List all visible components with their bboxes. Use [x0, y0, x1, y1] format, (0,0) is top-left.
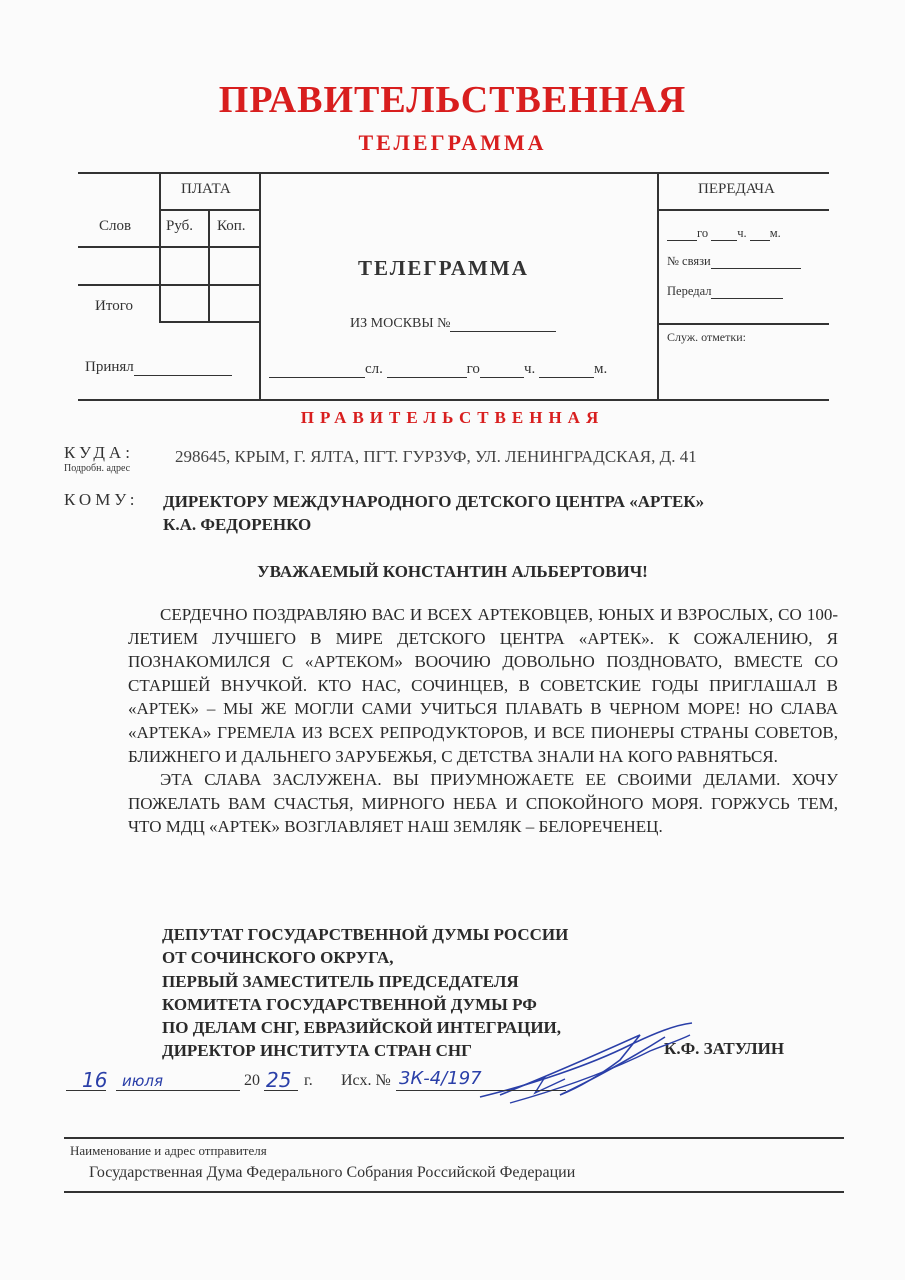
signature-line: ДИРЕКТОР ИНСТИТУТА СТРАН СНГ [162, 1041, 472, 1061]
document-title: ПРАВИТЕЛЬСТВЕННАЯ [218, 79, 687, 121]
sender-label: Наименование и адрес отправителя [70, 1143, 267, 1158]
itogo-label: Итого [95, 298, 133, 314]
rub-label: Руб. [166, 218, 194, 234]
komu-label: КОМУ: [64, 490, 139, 509]
prinyal-label: Принял [85, 359, 134, 375]
sluzh-label: Служ. отметки: [667, 330, 746, 344]
center-telegram-title: ТЕЛЕГРАММА [358, 256, 529, 280]
greeting: УВАЖАЕМЫЙ КОНСТАНТИН АЛЬБЕРТОВИЧ! [257, 562, 648, 581]
signature-line: КОМИТЕТА ГОСУДАРСТВЕННОЙ ДУМЫ РФ [162, 994, 537, 1014]
m-label: м. [593, 361, 608, 377]
dateline [66, 1068, 666, 1100]
year-suffix: 25 [266, 1068, 292, 1092]
svyazi-field [667, 254, 801, 269]
kuda-value: 298645, КРЫМ, Г. ЯЛТА, ПГТ. ГУРЗУФ, УЛ. ЛЕНИНГРАДСКАЯ, Д. 41 [175, 447, 697, 466]
ish-label: Исх. № [341, 1072, 391, 1089]
document-subtitle: ТЕЛЕГРАММА [358, 130, 547, 155]
peredacha-label: ПЕРЕДАЧА [698, 181, 775, 197]
peredal-field [667, 284, 783, 299]
category-label: ПРАВИТЕЛЬСТВЕННАЯ [300, 408, 605, 427]
komu-line-1: ДИРЕКТОРУ МЕЖДУНАРОДНОГО ДЕТСКОГО ЦЕНТРА «АРТЕК» [163, 492, 705, 511]
signature-line: ПЕРВЫЙ ЗАМЕСТИТЕЛЬ ПРЕДСЕДАТЕЛЯ [162, 971, 519, 991]
body-paragraph-1: СЕРДЕЧНО ПОЗДРАВЛЯЮ ВАС И ВСЕХ АРТЕКОВЦЕВ, ЮНЫХ И ВЗРОСЛЫХ, СО 100-ЛЕТИЕМ ЛУЧШЕГО В МИРЕ ДЕТСКОГО ЦЕНТРА «АРТЕК». К СОЖАЛЕНИЮ, Я ПОЗНАКОМИЛСЯ С «АРТЕКОМ» ВООЧИЮ ДОВОЛЬНО ПОЗДНОВАТО, ВМЕСТЕ СО СТАРШЕЙ ВНУЧКОЙ. КТО НАС, СОЧИНЦЕВ, В СОВЕТСКИЕ ГОДЫ ПРИГЛАШАЛ В «АРТЕК» – МЫ ЖЕ МОГЛИ САМИ УЧИТЬСЯ ПЛАВАТЬ В ЧЕРНОМ МОРЕ! НО СЛАВА «АРТЕКА» ГРЕМЕЛА ИЗ ВСЕХ РЕПРОДУКТОРОВ, И ВСЕ ПИОНЕРЫ СТРАНЫ СОВЕТОВ, БЛИЖНЕГО И ДАЛЬНЕГО ЗАРУБЕЖЬЯ, С ДЕТСТВА ЗНАЛИ НА КОГО РАВНЯТЬСЯ. [128, 605, 838, 766]
peredal-label: Передал [667, 284, 712, 298]
m-right-label: м. [769, 226, 781, 240]
transfer-time-line [667, 226, 781, 241]
signature-line: ОТ СОЧИНСКОГО ОКРУГА, [162, 948, 394, 968]
signature-line: ПО ДЕЛАМ СНГ, ЕВРАЗИЙСКОЙ ИНТЕГРАЦИИ, [162, 1018, 562, 1038]
slov-label: Слов [99, 218, 132, 234]
year-prefix: 20 [244, 1072, 260, 1089]
ch-label: ч. [523, 361, 536, 377]
komu-line-2: К.А. ФЕДОРЕНКО [163, 515, 312, 534]
signer-name: К.Ф. ЗАТУЛИН [664, 1039, 785, 1058]
body-paragraph-2: ЭТА СЛАВА ЗАСЛУЖЕНА. ВЫ ПРИУМНОЖАЕТЕ ЕЕ СВОИМИ ДЕЛАМИ. ХОЧУ ПОЖЕЛАТЬ ВАМ СЧАСТЬЯ, МИРНОГО НЕБА И СПОКОЙНОГО МОРЯ. ГОРЖУСЬ ТЕМ, ЧТО МДЦ «АРТЕК» ВОЗГЛАВЛЯЕТ НАШ ЗЕМЛЯК – БЕЛОРЕЧЕНЕЦ. [128, 770, 838, 837]
sl-label: сл. [365, 361, 383, 377]
ch-right-label: ч. [737, 226, 747, 240]
signature-line: ДЕПУТАТ ГОСУДАРСТВЕННОЙ ДУМЫ РОССИИ [162, 925, 569, 944]
svyazi-label: № связи [667, 254, 711, 268]
from-moscow-label: ИЗ МОСКВЫ № [350, 316, 451, 331]
kop-label: Коп. [217, 218, 246, 234]
kuda-sub-label: Подробн. адрес [64, 463, 131, 474]
from-moscow-field [350, 316, 556, 332]
date-day: 16 [82, 1068, 108, 1092]
go-right-label: го [697, 226, 709, 240]
plata-label: ПЛАТА [181, 181, 231, 197]
date-month: июля [122, 1072, 163, 1090]
prinyal-field [85, 359, 232, 376]
ish-value: 3К-4/197 [399, 1068, 482, 1089]
kuda-label: КУДА: [64, 443, 134, 462]
sender-value: Государственная Дума Федерального Собрания Российской Федерации [89, 1164, 576, 1181]
message-body [128, 603, 838, 839]
year-g-label: г. [304, 1072, 313, 1089]
sent-time-line [269, 361, 607, 378]
go-label: го [466, 361, 480, 377]
